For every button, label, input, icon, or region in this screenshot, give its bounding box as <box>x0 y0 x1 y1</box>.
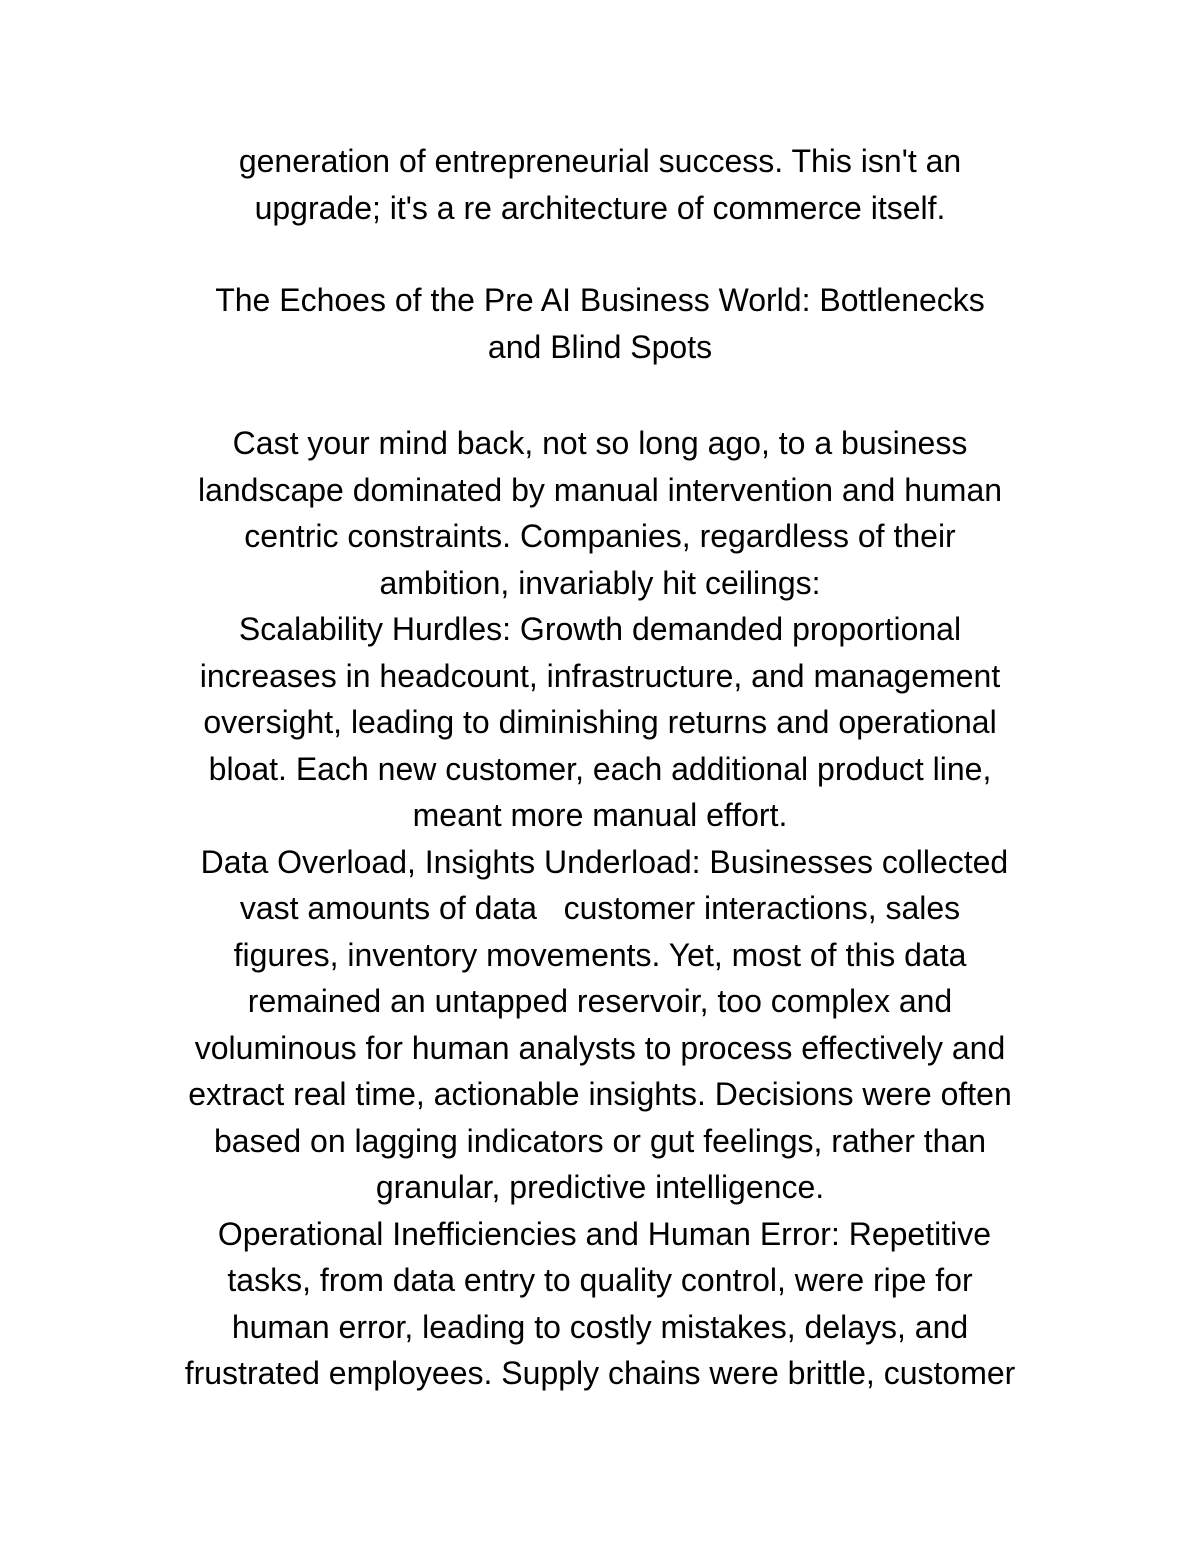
body-line: figures, inventory movements. Yet, most of this data <box>233 936 967 973</box>
body-line: landscape dominated by manual intervention and human <box>197 471 1003 508</box>
body-line: Cast your mind back, not so long ago, to a business <box>232 425 968 461</box>
body-line: centric constraints. Companies, regardless of their <box>244 518 956 554</box>
body-line: based on lagging indicators or gut feelings, rather than <box>213 1122 987 1159</box>
body-line: meant more manual effort. <box>412 797 788 833</box>
body-line: vast amounts of data customer interactions, sales <box>239 890 961 926</box>
body-line: oversight, leading to diminishing returns and operational <box>203 704 997 740</box>
intro-paragraph <box>100 138 1100 231</box>
intro-line: generation of entrepreneurial success. This isn't an <box>238 143 962 179</box>
body-line: remained an untapped reservoir, too complex and <box>247 983 953 1019</box>
body-line: Scalability Hurdles: Growth demanded proportional <box>238 611 962 647</box>
body-line: extract real time, actionable insights. Decisions were often <box>188 1076 1012 1112</box>
body-line: Data Overload, Insights Underload: Businesses collected <box>191 843 1009 880</box>
body-line: frustrated employees. Supply chains were brittle, customer <box>184 1355 1016 1391</box>
body-line: voluminous for human analysts to process effectively and <box>194 1029 1006 1066</box>
intro-line: upgrade; it's a re architecture of commerce itself. <box>254 189 946 226</box>
section-heading <box>100 277 1100 370</box>
body-line: granular, predictive intelligence. <box>375 1169 825 1205</box>
body-line: human error, leading to costly mistakes, delays, and <box>231 1308 969 1345</box>
body-line: ambition, invariably hit ceilings: <box>379 564 821 601</box>
heading-line: The Echoes of the Pre AI Business World: Bottlenecks <box>215 282 985 318</box>
body-line: bloat. Each new customer, each additional product line, <box>208 750 992 787</box>
heading-line: and Blind Spots <box>487 328 713 365</box>
body-text <box>100 420 1100 1397</box>
body-line: Operational Inefficiencies and Human Error: Repetitive <box>208 1215 992 1252</box>
body-line: tasks, from data entry to quality control, were ripe for <box>227 1262 973 1298</box>
body-line: increases in headcount, infrastructure, and management <box>199 657 1001 694</box>
